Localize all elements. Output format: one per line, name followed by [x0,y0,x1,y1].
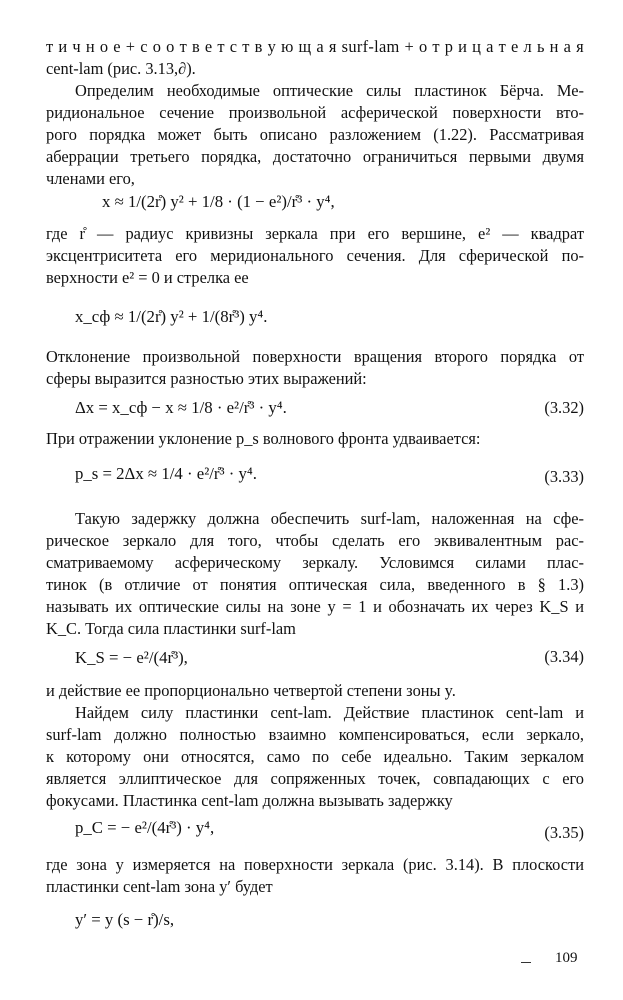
text-line: K_C. Тогда сила пластинки surf-lam [46,619,296,638]
equation: p_C = − e²/(4r̊³) · y⁴, [75,818,215,837]
equation-number: (3.35) [544,823,584,842]
equation-number: (3.33) [544,467,584,486]
text-line: пластинки cent-lam зона y′ будет [46,877,273,896]
text-line: где r̊ — радиус кривизны зеркала при его вершине, e² — квадрат [46,224,584,243]
text-line: cent-lam (рис. 3.13,∂). [46,59,196,78]
text-line: к которому они относятся, само по себе идеально. Таким зеркалом [46,747,584,766]
equation-number: (3.32) [544,398,584,417]
equation: y′ = y (s − r̊)/s, [75,910,175,929]
text-line: называть их оптические силы на зоне y = 1 и обозначать их через K_S и [46,597,584,616]
text-line: Отклонение произвольной поверхности вращения второго порядка от [46,347,584,366]
text-line: рическое зеркало для того, чтобы сделать его эквивалентным рас- [46,531,584,550]
text-line: и действие ее пропорционально четвертой степени зоны y. [46,681,456,700]
text-line: сматриваемому асферическому зеркалу. Условимся силами плас- [46,553,584,572]
text-line: т и ч н о е + с о о т в е т с т в у ю щ а я surf-lam + о т р и ц а т е л ь н а я [46,37,584,56]
text-line: Такую задержку должна обеспечить surf-lam, наложенная на сфе- [75,509,584,528]
equation: x ≈ 1/(2r̊) y² + 1/8 · (1 − e²)/r̊³ · y⁴, [102,192,335,211]
text-line: аберрации третьего порядка, достаточно ограничиться первыми двумя [46,147,584,166]
equation-number: (3.34) [544,647,584,666]
text-line: тинок (в отличие от понятия оптическая сила, введенного в § 1.3) [46,575,584,594]
text-line: рого порядка может быть описано разложением (1.22). Рассматривая [46,125,584,144]
equation: p_s = 2Δx ≈ 1/4 · e²/r̊³ · y⁴. [75,464,257,483]
text-line: эксцентриситета его меридионального сечения. Для сферической по- [46,246,584,265]
print-mark [521,962,531,963]
text-line: где зона y измеряется на поверхности зеркала (рис. 3.14). В плоскости [46,855,584,874]
text-line: является эллиптическое для сопряженных точек, совпадающих с его [46,769,584,788]
equation: x_сф ≈ 1/(2r̊) y² + 1/(8r̊³) y⁴. [75,307,268,326]
text-line: surf-lam должно полностью взаимно компенсироваться, если зеркало, [46,725,584,744]
text-line: Определим необходимые оптические силы пластинок Бёрча. Ме- [75,81,584,100]
page-number: 109 [555,950,578,966]
text-line: членами его, [46,169,135,188]
text-line: ридиональное сечение произвольной асферической поверхности вто- [46,103,584,122]
text-line: фокусами. Пластинка cent-lam должна вызывать задержку [46,791,453,810]
text-line: верхности e² = 0 и стрелка ее [46,268,249,287]
text-line: При отражении уклонение p_s волнового фронта удваивается: [46,429,481,448]
text-line: сферы выразится разностью этих выражений: [46,369,367,388]
equation: Δx = x_сф − x ≈ 1/8 · e²/r̊³ · y⁴. [75,398,287,417]
equation: K_S = − e²/(4r̊³), [75,648,188,667]
text-line: Найдем силу пластинки cent-lam. Действие пластинок cent-lam и [75,703,584,722]
